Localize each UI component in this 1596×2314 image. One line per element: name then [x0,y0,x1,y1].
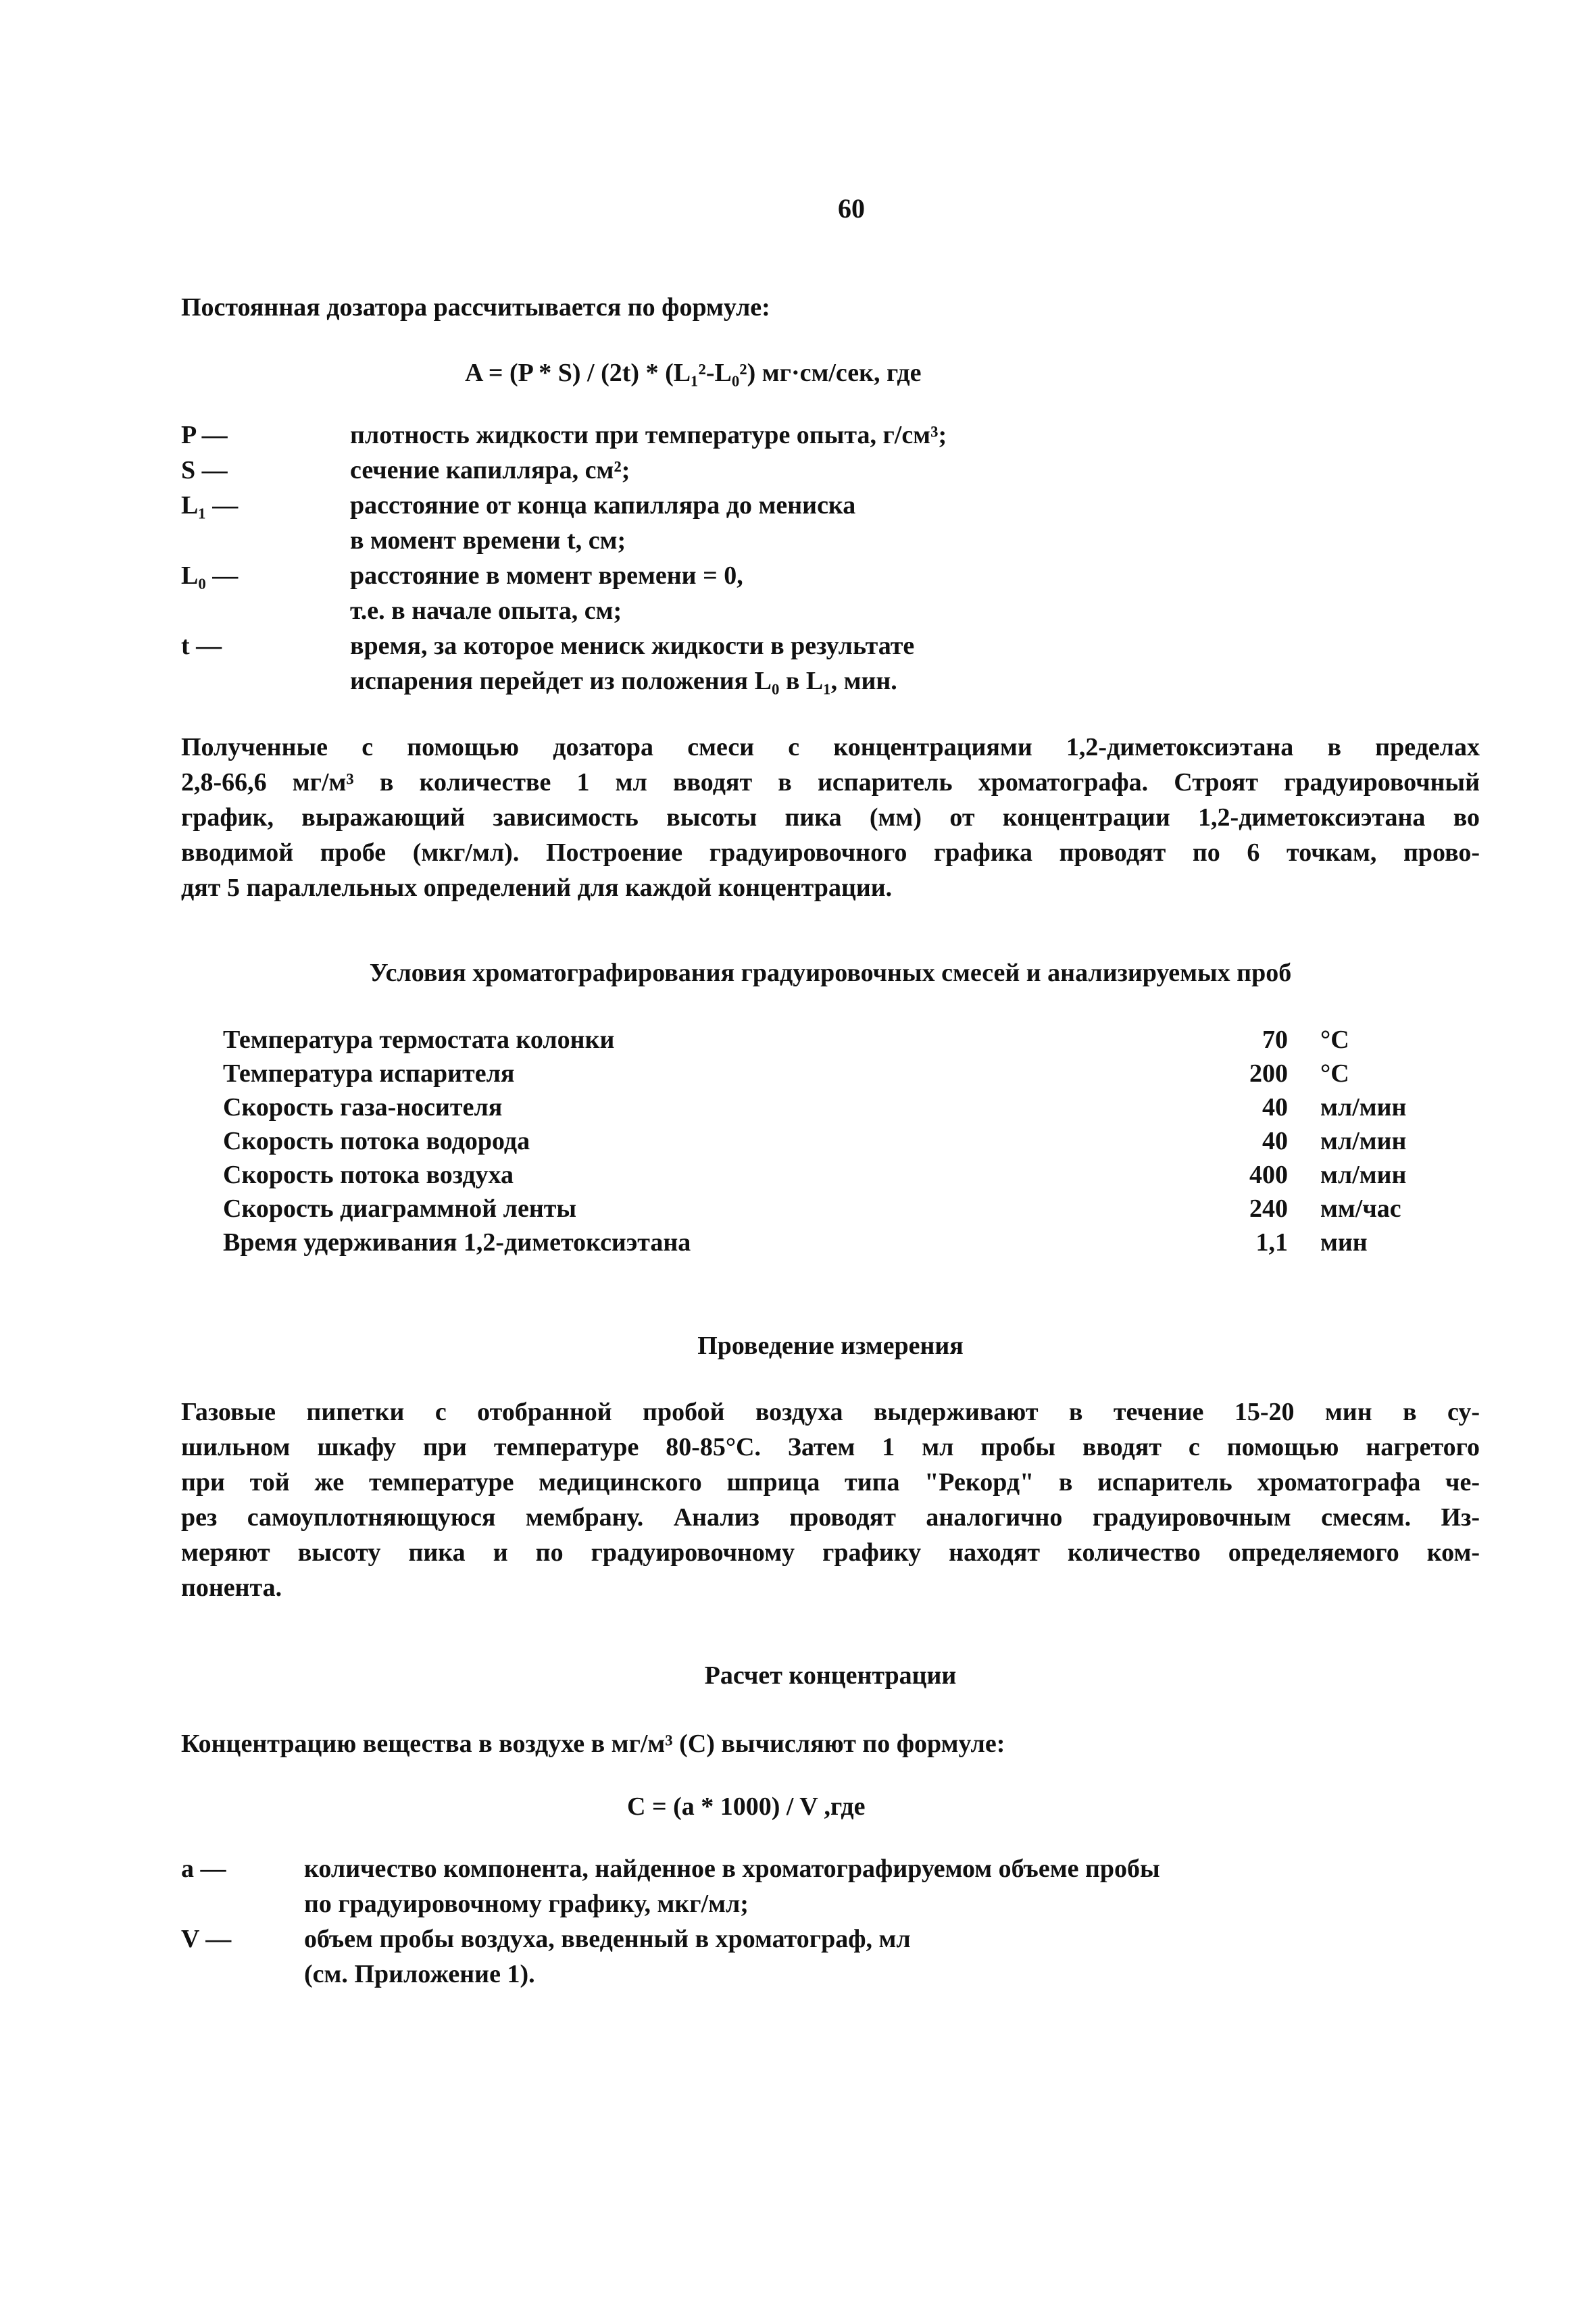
definition-line: испарения перейдет из положения L₀ в L₁, мин. [350,667,897,695]
definition-line: время, за которое мениск жидкости в результате [350,632,915,660]
definition-line: т.е. в начале опыта, см; [350,597,622,625]
definition-line: количество компонента, найденное в хроматографируемом объеме пробы [304,1855,1160,1883]
calibration-paragraph [181,730,1480,905]
condition-unit: °C [1320,1059,1349,1088]
condition-unit: мл/мин [1320,1161,1407,1189]
definition-line: расстояние в момент времени = 0, [350,561,743,590]
condition-name: Температура испарителя [223,1059,515,1088]
formula2-definitions [181,1851,1160,1992]
condition-value: 70 [1262,1026,1288,1054]
condition-unit: мм/час [1320,1194,1401,1223]
condition-name: Температура термостата колонки [223,1026,615,1054]
condition-name: Скорость потока водорода [223,1127,530,1155]
paragraph-line: меряют высоту пика и по градуировочному графику находят количество определяемого ком- [181,1538,1480,1567]
table-row [223,1124,1482,1158]
definition-line: в момент времени t, см; [350,526,626,555]
paragraph-line: рез самоуплотняющуюся мембрану. Анализ проводят аналогично градуировочным смесям. Из- [181,1503,1480,1532]
paragraph-line: график, выражающий зависимость высоты пика (мм) от концентрации 1,2-диметоксиэтана во [181,803,1480,832]
condition-name: Скорость диаграммной ленты [223,1194,577,1223]
table-row [223,1158,1482,1192]
measurement-paragraph [181,1394,1480,1605]
definition-symbol: L₁ — [181,491,239,520]
paragraph-line: шильном шкафу при температуре 80-85°C. Затем 1 мл пробы вводят с помощью нагретого [181,1433,1480,1461]
formula1-definitions [181,418,947,699]
table-row [223,1057,1482,1090]
condition-name: Скорость газа-носителя [223,1093,503,1122]
definition-symbol: t — [181,632,222,660]
measurement-heading: Проведение измерения [697,1332,964,1360]
calculation-heading: Расчет концентрации [704,1661,957,1690]
definition-v [181,1921,1160,1992]
dosing-constant-formula: A = (P * S) / (2t) * (L₁²-L₀²) мг·см/сек, где [465,359,922,387]
paragraph-line: понента. [181,1574,282,1602]
condition-value: 40 [1262,1127,1288,1155]
condition-name: Скорость потока воздуха [223,1161,514,1189]
table-row [223,1090,1482,1124]
condition-value: 240 [1249,1194,1288,1223]
table-row [223,1226,1482,1259]
definition-l0 [181,558,947,628]
condition-value: 1,1 [1255,1228,1288,1257]
condition-unit: °C [1320,1026,1349,1054]
condition-value: 400 [1249,1161,1288,1189]
definition-line: расстояние от конца капилляра до мениска [350,491,856,520]
paragraph-line: 2,8-66,6 мг/м³ в количестве 1 мл вводят в испаритель хроматографа. Строят градуировочный [181,768,1480,797]
condition-unit: мин [1320,1228,1368,1257]
definition-line: плотность жидкости при температуре опыта, г/см³; [350,421,947,449]
definition-s [181,453,947,488]
definition-symbol: L₀ — [181,561,239,590]
condition-value: 40 [1262,1093,1288,1122]
paragraph-line: дят 5 параллельных определений для каждой концентрации. [181,874,893,902]
table-row [223,1192,1482,1226]
definition-t [181,628,947,699]
condition-unit: мл/мин [1320,1093,1407,1122]
paragraph-line: Газовые пипетки с отобранной пробой воздуха выдерживают в течение 15-20 мин в су- [181,1398,1480,1426]
definition-symbol: P — [181,421,228,449]
paragraph-line: вводимой пробе (мкг/мл). Построение градуировочного графика проводят по 6 точкам, прово- [181,838,1480,867]
condition-name: Время удерживания 1,2-диметоксиэтана [223,1228,691,1257]
definition-line: по градуировочному графику, мкг/мл; [304,1890,749,1918]
calculation-intro: Концентрацию вещества в воздухе в мг/м³ (С) вычисляют по формуле: [181,1730,1005,1758]
definition-line: сечение капилляра, см²; [350,456,630,484]
definition-symbol: S — [181,456,228,484]
definition-line: (см. Приложение 1). [304,1960,535,1988]
definition-symbol: V — [181,1925,232,1953]
page-number: 60 [838,193,865,224]
conditions-heading: Условия хроматографирования градуировочных смесей и анализируемых проб [369,959,1292,987]
intro-text: Постоянная дозатора рассчитывается по формуле: [181,293,770,322]
definition-l1 [181,488,947,558]
concentration-formula: C = (a * 1000) / V ,где [627,1792,866,1821]
definition-line: объем пробы воздуха, введенный в хроматограф, мл [304,1925,911,1953]
condition-value: 200 [1249,1059,1288,1088]
conditions-table [223,1023,1482,1259]
definition-p [181,418,947,453]
table-row [223,1023,1482,1057]
definition-symbol: a — [181,1855,226,1883]
paragraph-line: при той же температуре медицинского шприца типа "Рекорд" в испаритель хроматографа че- [181,1468,1480,1496]
paragraph-line: Полученные с помощью дозатора смеси с концентрациями 1,2-диметоксиэтана в пределах [181,733,1480,761]
condition-unit: мл/мин [1320,1127,1407,1155]
definition-a [181,1851,1160,1921]
